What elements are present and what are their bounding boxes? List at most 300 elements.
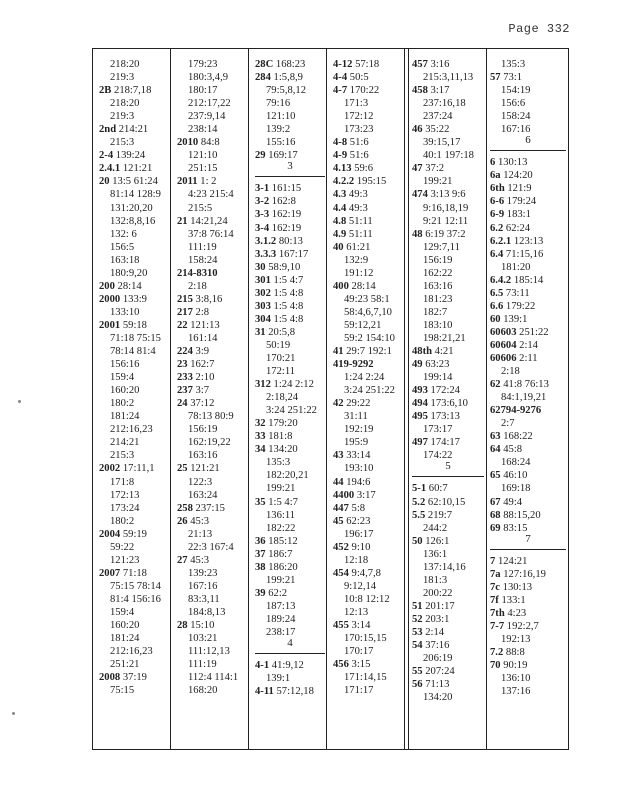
page-line-reference: 203:1 bbox=[425, 613, 450, 625]
page-line-reference: 137:14,16 bbox=[423, 561, 466, 573]
index-entry bbox=[333, 332, 403, 345]
page-line-reference: 167:16 bbox=[501, 124, 531, 136]
index-entry bbox=[333, 371, 403, 384]
index-entry bbox=[333, 202, 403, 215]
section-heading-number: 6 bbox=[525, 134, 531, 147]
index-entry bbox=[333, 267, 403, 280]
page-line-reference: 49:23 58:1 bbox=[344, 293, 390, 305]
page-line-reference: 159:4 bbox=[110, 372, 135, 384]
index-entry bbox=[490, 274, 566, 287]
page-line-reference: 124:20 bbox=[503, 170, 533, 182]
page-line-reference: 78:14 81:4 bbox=[110, 346, 156, 358]
index-term: 447 bbox=[333, 502, 349, 514]
index-entry bbox=[490, 620, 566, 633]
index-term: 452 bbox=[333, 541, 349, 553]
index-term: 302 bbox=[255, 287, 271, 299]
page-line-reference: 83:15 bbox=[503, 522, 528, 534]
index-entry bbox=[255, 561, 325, 574]
index-term: 57 bbox=[490, 72, 501, 84]
index-term: 54 bbox=[412, 640, 423, 652]
index-entry bbox=[490, 685, 566, 698]
index-term: 62794-9276 bbox=[490, 405, 542, 417]
index-entry bbox=[255, 509, 325, 522]
page-line-reference: 168:23 bbox=[275, 59, 306, 70]
index-entry bbox=[255, 685, 325, 698]
index-term: 6-9 bbox=[490, 209, 505, 221]
page-line-reference: 154:19 bbox=[501, 85, 531, 97]
page-line-reference: 2:14 bbox=[425, 626, 445, 638]
page-line-reference: 75:15 bbox=[110, 685, 135, 697]
index-entry bbox=[99, 515, 169, 528]
page-line-reference: 167:17 bbox=[278, 248, 309, 260]
index-entry bbox=[490, 496, 566, 509]
index-entry bbox=[412, 384, 484, 397]
index-entry bbox=[177, 567, 247, 580]
page-line-reference: 162:19 bbox=[271, 222, 302, 234]
page-line-reference: 181:24 bbox=[110, 633, 140, 645]
index-entry bbox=[412, 175, 484, 188]
index-term: 455 bbox=[333, 620, 349, 632]
page-line-reference: 31:11 bbox=[344, 411, 368, 423]
page-line-reference: 35:22 bbox=[425, 124, 450, 136]
index-entry bbox=[490, 672, 566, 685]
index-term: 37 bbox=[255, 548, 266, 560]
index-term: 217 bbox=[177, 306, 193, 318]
index-entry bbox=[255, 58, 325, 71]
index-term: 474 bbox=[412, 189, 428, 201]
index-term: 35 bbox=[255, 496, 266, 508]
index-entry bbox=[255, 235, 325, 248]
index-entry bbox=[412, 280, 484, 293]
page-line-reference: 184:8,13 bbox=[188, 606, 226, 618]
index-term: 2011 bbox=[177, 176, 198, 188]
index-entry bbox=[99, 436, 169, 449]
page-line-reference: 121:10 bbox=[266, 111, 296, 123]
index-entry bbox=[412, 188, 484, 201]
page-line-reference: 61:21 bbox=[346, 241, 371, 253]
index-entry bbox=[255, 574, 325, 587]
page-line-reference: 29:7 192:1 bbox=[346, 346, 392, 358]
index-term: 34 bbox=[255, 444, 266, 456]
index-entry bbox=[412, 574, 484, 587]
page-line-reference: 171:8 bbox=[110, 476, 135, 488]
page-line-reference: 1:5 4:8 bbox=[273, 313, 304, 325]
index-term: 301 bbox=[255, 274, 271, 286]
index-term: 51 bbox=[412, 600, 423, 612]
page-line-reference: 45:3 bbox=[190, 515, 210, 527]
page-line-reference: 212:17,22 bbox=[188, 98, 231, 110]
page-line-reference: 218:20 bbox=[110, 59, 140, 70]
index-term: 4.8 bbox=[333, 215, 347, 227]
index-entry bbox=[99, 241, 169, 254]
index-term: 20 bbox=[99, 176, 110, 188]
index-entry bbox=[490, 469, 566, 482]
page-line-reference: 9:12,14 bbox=[344, 580, 377, 592]
page-line-reference: 155:16 bbox=[266, 137, 296, 149]
index-entry bbox=[412, 397, 484, 410]
page-line-reference: 132:8,8,16 bbox=[110, 215, 156, 227]
index-term: 60 bbox=[490, 313, 501, 325]
index-entry bbox=[333, 684, 403, 697]
page-line-reference: 15:10 bbox=[190, 620, 215, 632]
index-entry bbox=[99, 371, 169, 384]
page-line-reference: 219:3 bbox=[110, 72, 135, 84]
page-line-reference: 237:15 bbox=[195, 502, 225, 514]
index-term: 7f bbox=[490, 594, 499, 606]
index-entry bbox=[177, 215, 247, 228]
index-entry bbox=[99, 384, 169, 397]
page-line-reference: 180:3,4,9 bbox=[188, 72, 229, 84]
section-heading-number: 3 bbox=[287, 160, 293, 173]
index-entry bbox=[333, 384, 403, 397]
index-term: 3-1 bbox=[255, 183, 270, 195]
page-line-reference: 173:13 bbox=[430, 411, 460, 423]
column-divider bbox=[486, 48, 487, 750]
page-line-reference: 131:20,20 bbox=[110, 202, 153, 214]
page-line-reference: 172:12 bbox=[344, 111, 374, 123]
page-line-reference: 51:11 bbox=[348, 228, 373, 240]
page-line-reference: 195:9 bbox=[344, 437, 369, 449]
index-entry bbox=[333, 293, 403, 306]
index-entry bbox=[99, 528, 169, 541]
page-line-reference: 3:17 bbox=[356, 489, 376, 501]
page-line-reference: 121:10 bbox=[188, 150, 218, 162]
page-line-reference: 2:10 bbox=[195, 372, 215, 384]
index-entry bbox=[490, 378, 566, 391]
section-heading bbox=[412, 462, 484, 482]
page-line-reference: 5:8 bbox=[351, 502, 366, 514]
page-line-reference: 163:16 bbox=[423, 280, 453, 292]
index-term: 64 bbox=[490, 444, 501, 456]
index-term: 224 bbox=[177, 346, 193, 358]
page-line-reference: 2:18,24 bbox=[266, 392, 299, 404]
page-line-reference: 111:19 bbox=[188, 241, 217, 253]
index-entry bbox=[177, 502, 247, 515]
index-entry bbox=[333, 658, 403, 671]
index-term: 4-11 bbox=[255, 686, 274, 698]
index-entry bbox=[255, 365, 325, 378]
index-entry bbox=[412, 691, 484, 704]
index-entry bbox=[255, 222, 325, 235]
index-entry bbox=[99, 254, 169, 267]
index-entry bbox=[177, 580, 247, 593]
page-line-reference: 180:9,20 bbox=[110, 267, 148, 279]
page-line-reference: 62:10,15 bbox=[427, 496, 466, 508]
page-line-reference: 158:24 bbox=[501, 111, 531, 123]
index-entry bbox=[177, 423, 247, 436]
page-line-reference: 41:8 76:13 bbox=[503, 379, 549, 391]
page-line-reference: 1:5 4:7 bbox=[273, 274, 304, 286]
index-entry bbox=[177, 123, 247, 136]
index-entry bbox=[490, 581, 566, 594]
page-line-reference: 179:24 bbox=[506, 196, 537, 208]
index-term: 3-4 bbox=[255, 222, 270, 234]
page-line-reference: 173:6,10 bbox=[430, 398, 468, 410]
index-entry bbox=[412, 410, 484, 423]
page-line-reference: 78:13 80:9 bbox=[188, 411, 234, 423]
index-term: 6 bbox=[490, 157, 496, 169]
page-line-reference: 130:13 bbox=[502, 581, 533, 593]
page-line-reference: 83:3,11 bbox=[188, 593, 220, 605]
page-line-reference: 4:21 bbox=[434, 346, 454, 358]
page-line-reference: 62:24 bbox=[505, 222, 531, 234]
page-line-reference: 139:2 bbox=[266, 124, 291, 136]
page-line-reference: 181:20 bbox=[501, 261, 531, 273]
index-entry bbox=[490, 646, 566, 659]
index-entry bbox=[412, 58, 484, 71]
index-entry bbox=[490, 222, 566, 235]
index-entry bbox=[412, 436, 484, 449]
index-term: 48 bbox=[412, 228, 423, 240]
index-entry bbox=[490, 430, 566, 443]
page-line-reference: 84:8 bbox=[200, 137, 220, 149]
page-line-reference: 59:18 bbox=[122, 319, 147, 331]
index-entry bbox=[412, 293, 484, 306]
index-entry bbox=[412, 358, 484, 371]
page-line-reference: 179:22 bbox=[505, 300, 536, 312]
page-line-reference: 212:16,23 bbox=[110, 424, 153, 436]
page-line-reference: 123:13 bbox=[513, 235, 544, 247]
index-entry bbox=[177, 358, 247, 371]
page-line-reference: 10:8 12:12 bbox=[344, 593, 390, 605]
index-term: 2001 bbox=[99, 319, 121, 331]
index-term: 4.2.2 bbox=[333, 176, 355, 188]
index-entry bbox=[490, 509, 566, 522]
page-line-reference: 139:1 bbox=[503, 313, 528, 325]
page-line-reference: 41:9,12 bbox=[271, 660, 304, 672]
index-term: 50 bbox=[412, 535, 423, 547]
page-line-reference: 51:11 bbox=[348, 215, 373, 227]
index-term: 3.3.3 bbox=[255, 248, 277, 260]
index-column-1 bbox=[99, 58, 169, 697]
index-entry bbox=[255, 287, 325, 300]
index-entry bbox=[177, 632, 247, 645]
page-line-reference: 162:22 bbox=[423, 267, 453, 279]
index-term: 55 bbox=[412, 666, 423, 678]
index-entry bbox=[255, 430, 325, 443]
index-entry bbox=[412, 123, 484, 136]
index-term: 6a bbox=[490, 170, 501, 182]
index-entry bbox=[490, 607, 566, 620]
index-entry bbox=[333, 241, 403, 254]
index-entry bbox=[490, 352, 566, 365]
index-term: 38 bbox=[255, 561, 266, 573]
index-entry bbox=[490, 169, 566, 182]
page-line-reference: 3:8,16 bbox=[195, 293, 223, 305]
index-term: 2B bbox=[99, 85, 112, 97]
index-column-6 bbox=[490, 58, 566, 698]
page-line-reference: 81:4 156:16 bbox=[110, 593, 161, 605]
section-heading bbox=[490, 532, 566, 555]
index-entry bbox=[177, 280, 247, 293]
index-term: 284 bbox=[255, 72, 271, 84]
index-entry bbox=[333, 254, 403, 267]
page-line-reference: 59:12,21 bbox=[344, 319, 382, 331]
page-line-reference: 124:21 bbox=[497, 555, 528, 567]
index-entry bbox=[333, 149, 403, 162]
index-entry bbox=[99, 332, 169, 345]
index-entry bbox=[255, 97, 325, 110]
index-entry bbox=[177, 306, 247, 319]
index-term: 2002 bbox=[99, 463, 121, 475]
index-entry bbox=[99, 462, 169, 475]
index-entry bbox=[99, 423, 169, 436]
page-line-reference: 49:4 bbox=[503, 496, 523, 508]
page-line-reference: 199:14 bbox=[423, 372, 453, 384]
index-term: 22 bbox=[177, 319, 188, 331]
page-line-reference: 215:5 bbox=[188, 202, 213, 214]
index-term: 6th bbox=[490, 183, 505, 195]
section-rule bbox=[490, 150, 566, 151]
scan-speck bbox=[12, 712, 15, 715]
page-line-reference: 168:22 bbox=[503, 431, 533, 443]
index-column-2 bbox=[177, 58, 247, 697]
index-entry bbox=[177, 515, 247, 528]
index-column-4 bbox=[333, 58, 403, 697]
page-line-reference: 39:15,17 bbox=[423, 137, 461, 149]
page-line-reference: 121:9 bbox=[507, 183, 532, 195]
index-entry bbox=[412, 678, 484, 691]
page-line-reference: 181:24 bbox=[110, 411, 140, 423]
page-line-reference: 33:14 bbox=[346, 450, 371, 462]
page-line-reference: 136:1 bbox=[423, 548, 448, 560]
page-line-reference: 218:7,18 bbox=[114, 85, 152, 97]
index-term: 29 bbox=[255, 150, 266, 162]
page-line-reference: 201:17 bbox=[425, 600, 455, 612]
index-entry bbox=[99, 619, 169, 632]
section-heading-number: 7 bbox=[525, 532, 531, 545]
index-entry bbox=[99, 345, 169, 358]
index-entry bbox=[490, 633, 566, 646]
page-line-reference: 37:2 bbox=[425, 163, 445, 175]
index-entry bbox=[412, 423, 484, 436]
page-line-reference: 71:15,16 bbox=[505, 248, 544, 260]
index-entry bbox=[255, 443, 325, 456]
index-term: 258 bbox=[177, 502, 193, 514]
index-term: 68 bbox=[490, 509, 501, 521]
page-line-reference: 173:24 bbox=[110, 502, 140, 514]
index-term: 41 bbox=[333, 346, 344, 358]
page-line-reference: 121:21 bbox=[122, 163, 153, 175]
index-entry bbox=[255, 535, 325, 548]
page-line-reference: 57:18 bbox=[355, 59, 380, 70]
index-entry bbox=[177, 345, 247, 358]
index-entry bbox=[177, 71, 247, 84]
index-term: 456 bbox=[333, 659, 349, 671]
index-entry bbox=[99, 175, 169, 188]
page-line-reference: 20:5,8 bbox=[268, 326, 296, 338]
index-term: 69 bbox=[490, 522, 501, 534]
index-entry bbox=[490, 182, 566, 195]
index-entry bbox=[99, 123, 169, 136]
index-entry bbox=[490, 84, 566, 97]
index-entry bbox=[490, 208, 566, 221]
page-line-reference: 170:15,15 bbox=[344, 633, 387, 645]
page-line-reference: 170:22 bbox=[349, 85, 380, 97]
index-entry bbox=[177, 332, 247, 345]
index-term: 31 bbox=[255, 326, 266, 338]
page-line-reference: 170:17 bbox=[344, 646, 374, 658]
index-entry bbox=[333, 215, 403, 228]
page-line-reference: 9:4,7,8 bbox=[351, 567, 381, 579]
page-line-reference: 238:14 bbox=[188, 124, 218, 136]
index-term: 48th bbox=[412, 346, 433, 358]
page-line-reference: 193:10 bbox=[344, 463, 374, 475]
index-entry bbox=[412, 652, 484, 665]
page-line-reference: 192:19 bbox=[344, 424, 374, 436]
index-entry bbox=[177, 58, 247, 71]
index-entry bbox=[255, 339, 325, 352]
index-term: 28 bbox=[177, 620, 188, 632]
index-entry bbox=[99, 449, 169, 462]
index-term: 21 bbox=[177, 215, 188, 227]
index-term: 237 bbox=[177, 385, 193, 397]
page-line-reference: 156:19 bbox=[188, 424, 218, 436]
page-line-reference: 169:17 bbox=[268, 150, 298, 162]
index-term: 5-1 bbox=[412, 483, 427, 495]
index-term: 70 bbox=[490, 660, 501, 672]
section-rule bbox=[255, 176, 325, 177]
page-line-reference: 81:14 128:9 bbox=[110, 189, 161, 201]
index-entry bbox=[99, 502, 169, 515]
index-entry bbox=[177, 162, 247, 175]
index-term: 7 bbox=[490, 555, 496, 567]
page-line-reference: 84:1,19,21 bbox=[501, 392, 547, 404]
index-entry bbox=[412, 613, 484, 626]
column-divider bbox=[248, 48, 249, 750]
index-entry bbox=[255, 261, 325, 274]
index-term: 4-7 bbox=[333, 85, 348, 97]
index-entry bbox=[177, 84, 247, 97]
page-line-reference: 112:4 114:1 bbox=[188, 672, 239, 684]
page-line-reference: 45:8 bbox=[503, 444, 523, 456]
index-term: 215 bbox=[177, 293, 193, 305]
section-rule bbox=[490, 549, 566, 550]
index-entry bbox=[255, 326, 325, 339]
page-line-reference: 28:14 bbox=[117, 280, 142, 292]
page-line-reference: 73:1 bbox=[503, 72, 523, 84]
index-entry bbox=[490, 417, 566, 430]
page-line-reference: 3:24 251:22 bbox=[266, 405, 317, 417]
index-entry bbox=[177, 228, 247, 241]
index-entry bbox=[333, 162, 403, 175]
page-line-reference: 244:2 bbox=[423, 522, 448, 534]
page-line-reference: 126:1 bbox=[425, 535, 450, 547]
page-line-reference: 238:17 bbox=[266, 626, 296, 638]
page-line-reference: 172:24 bbox=[430, 385, 460, 397]
page-line-reference: 130:13 bbox=[497, 157, 528, 169]
section-heading bbox=[255, 162, 325, 182]
index-entry bbox=[99, 593, 169, 606]
page-line-reference: 45:3 bbox=[190, 554, 210, 566]
index-entry bbox=[99, 541, 169, 554]
index-entry bbox=[99, 567, 169, 580]
index-term: 304 bbox=[255, 313, 271, 325]
page-label: Page 332 bbox=[508, 22, 570, 36]
page-line-reference: 179:23 bbox=[188, 59, 218, 70]
page-line-reference: 12:18 bbox=[344, 554, 369, 566]
index-term: 42 bbox=[333, 398, 344, 410]
index-entry bbox=[99, 280, 169, 293]
page-line-reference: 162:7 bbox=[190, 359, 215, 371]
index-entry bbox=[333, 228, 403, 241]
page-line-reference: 186:20 bbox=[268, 561, 298, 573]
page-line-reference: 60:7 bbox=[428, 483, 448, 495]
page-line-reference: 173:17 bbox=[423, 424, 453, 436]
page-line-reference: 160:20 bbox=[110, 385, 140, 397]
page-line-reference: 163:16 bbox=[188, 450, 218, 462]
index-entry bbox=[490, 365, 566, 378]
